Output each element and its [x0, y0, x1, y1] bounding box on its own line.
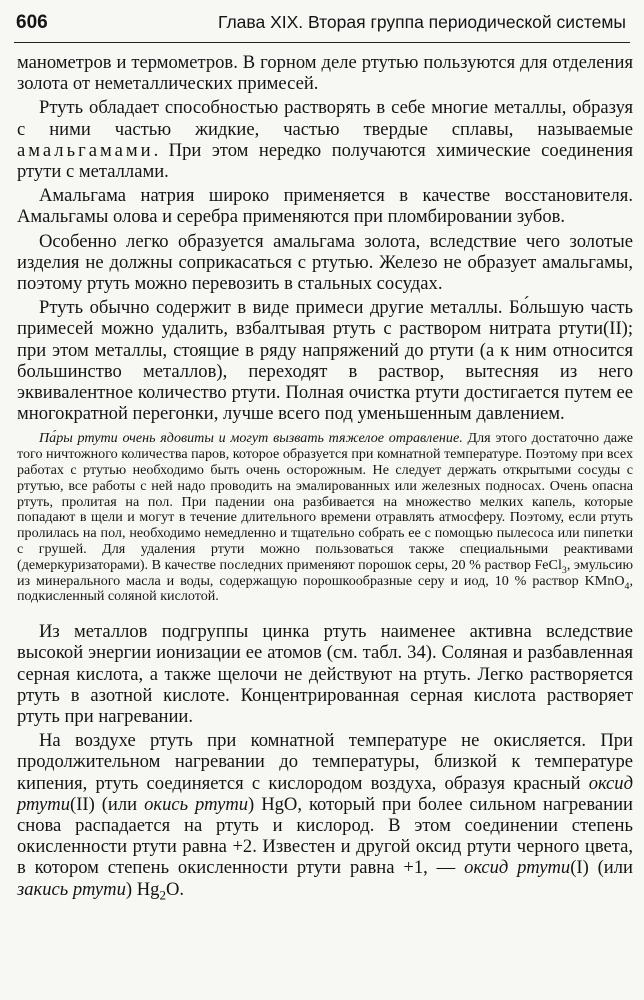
paragraph-4: Особенно легко образуется амальгама золота, вследствие чего золотые изделия не должны соприкасаться с ртутью. Железо не образует амальгамы, поэтому ртуть можно перевозить в стальных сосудах.	[17, 230, 633, 295]
chapter-title: Глава XIX. Вторая группа периодической системы	[217, 12, 626, 32]
small-print-note: Па́ры ртути очень ядовиты и могут вызвать тяжелое отравление. Для этого достаточно даже того ничтожного количества паров, которое образуется при комнатной температуре. Поэтому при всех работах с ртутью необходимо быть очень осторожным. Не следует держать открытыми сосуды с ртутью, все работы с ней надо проводить на эмалированных или железных подносах. Очень опасна ртуть, пролитая на пол. При падении она разбивается на множество мелких капель, которые попадают в щели и могут в течение длительного времени отравлять атмосферу. Поэтому, если ртуть пролилась на пол, необходимо немедленно и тщательно собрать ее с помощью пылесоса или пипетки с грушей. Для удаления ртути можно пользоваться также специальными реактивами (демеркуризаторами). В качестве последних применяют порошок серы, 20 % раствор FeCl$_3$, эмульсию из минерального масла и воды, содержащую порошкообразные серу и иод, 10 % раствор KMnO$_4$, подкисленный соляной кислотой.	[17, 430, 633, 605]
paragraph-6: Из металлов подгруппы цинка ртуть наименее активна вследствие высокой энергии ионизации ее атомов (см. табл. 34). Соляная и разбавленная серная кислота, а также щелочи не действуют на ртуть. Легко растворяется ртуть в азотной кислоте. Концентрированная серная кислота растворяет ртуть при нагревании.	[17, 621, 633, 728]
paragraph-1: манометров и термометров. В горном деле ртутью пользуются для отделения золота от неметаллических примесей.	[17, 52, 633, 95]
page-number: 606	[16, 12, 48, 33]
term-amalgams: амальгамами	[17, 139, 154, 161]
paragraph-7: На воздухе ртуть при комнатной температуре не окисляется. При продолжительном нагревании до температуры, близкой к температуре кипения, ртуть соединяется с кислородом воздуха, образуя красный оксид ртути(II) (или окись ртути) HgO, который при более сильном нагревании снова распадается на ртуть и кислород. В этом соединении степень окисленности ртути равна +2. Известен и другой оксид ртути черного цвета, в котором степень окисленности ртути равна +1, — оксид ртути(I) (или закись ртути) $Hg_2O$.	[17, 730, 634, 903]
paragraph-5: Ртуть обычно содержит в виде примеси другие металлы. Бо́льшую часть примесей можно удалить, взбалтывая ртуть с раствором нитрата ртути(II); при этом металлы, стоящие в ряду напряжений до ртути (а к ним относится большинство металлов), переходят в раствор, вытесняя из него эквивалентное количество ртути. Полная очистка ртути достигается путем ее многократной перегонки, лучше всего под уменьшенным давлением.	[17, 297, 633, 425]
page-header	[14, 8, 630, 43]
page-body	[17, 52, 634, 903]
paragraph-2: Ртуть обладает способностью растворять в себе многие металлы, образуя с ними частью жидкие, частью твердые сплавы, называемые амальгамами. При этом нередко получаются химические соединения ртути с металлами.	[17, 97, 633, 183]
warning-italic: Па́ры ртути очень ядовиты и могут вызвать тяжелое отравление.	[39, 430, 463, 447]
paragraph-3: Амальгама натрия широко применяется в качестве восстановителя. Амальгамы олова и серебра применяются при пломбировании зубов.	[17, 185, 633, 228]
